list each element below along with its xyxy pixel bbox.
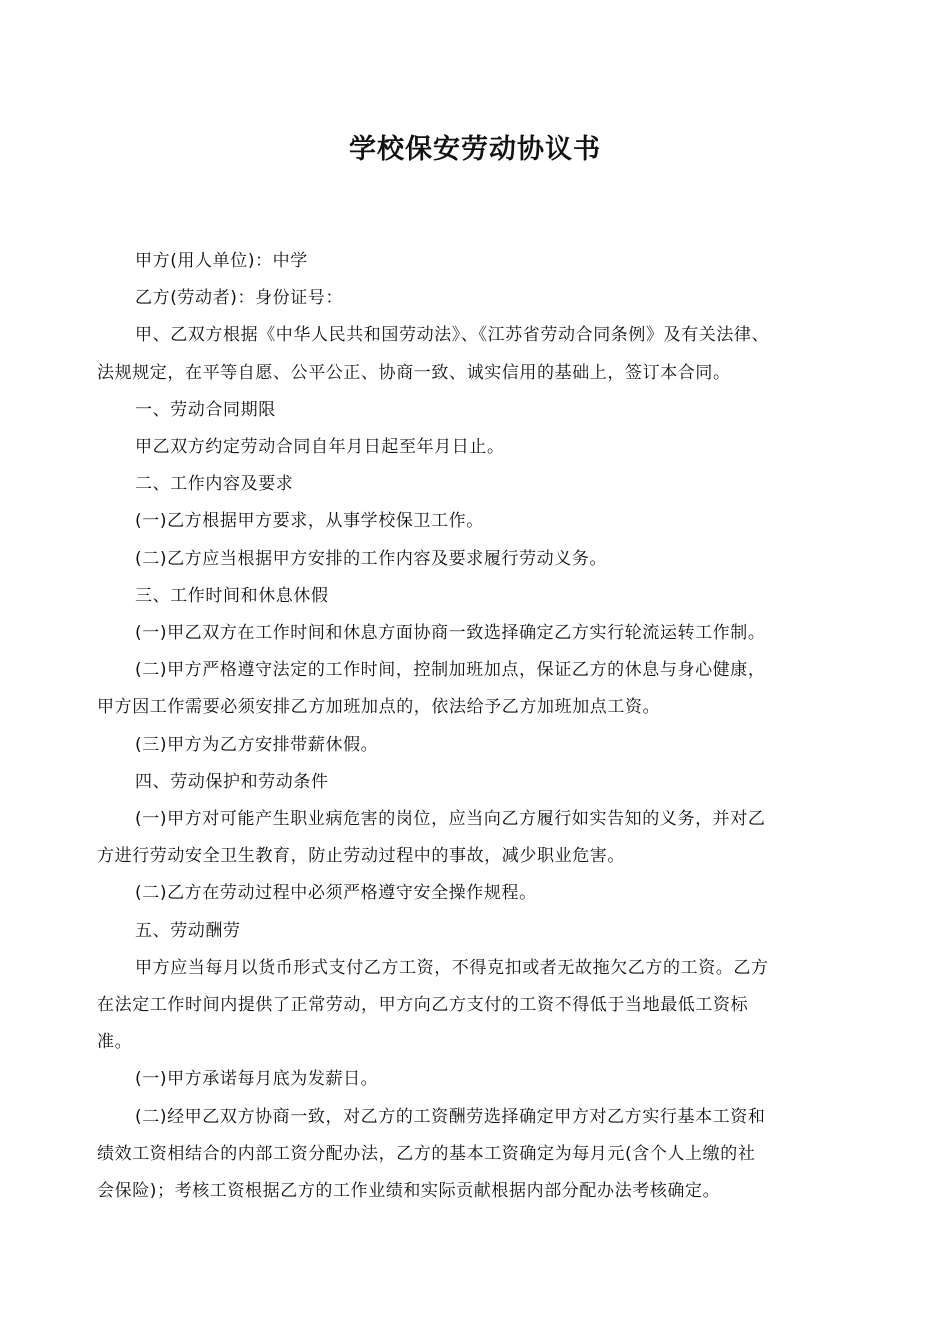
clause-4-2 [116, 875, 852, 912]
text-line: (三)甲方为乙方安排带薪休假。 [135, 734, 379, 755]
section-heading-1 [116, 392, 852, 429]
text-line: 二、工作内容及要求 [135, 474, 294, 495]
text-line: 五、劳动酬劳 [135, 920, 241, 941]
section-heading-3 [116, 578, 852, 615]
text-line: (二)乙方应当根据甲方安排的工作内容及要求履行劳动义务。 [135, 548, 608, 569]
text-line: (一)甲乙双方在工作时间和休息方面协商一致选择确定乙方实行轮流运转工作制。 [135, 623, 766, 644]
text-line: 会保险)；考核工资根据乙方的工作业绩和实际贡献根据内部分配办法考核确定。 [97, 1181, 721, 1202]
section-heading-2 [116, 466, 852, 503]
text-line: (二)乙方在劳动过程中必须严格遵守安全操作规程。 [135, 883, 537, 904]
section-heading-4 [116, 764, 852, 801]
paragraph-party-b [116, 280, 852, 317]
text-line: (二)甲方严格遵守法定的工作时间，控制加班加点，保证乙方的休息与身心健康， [135, 660, 766, 681]
text-line: 方进行劳动安全卫生教育，防止劳动过程中的事故，减少职业危害。 [97, 846, 625, 867]
text-line: 法规规定，在平等自愿、公平公正、协商一致、诚实信用的基础上，签订本合同。 [97, 362, 731, 383]
clause-3-2 [97, 652, 852, 726]
document-title: 学校保安劳动协议书 [349, 134, 601, 165]
text-line: 甲方(用人单位)：中学 [135, 251, 308, 271]
text-line: 一、劳动合同期限 [135, 399, 276, 420]
text-line: 三、工作时间和休息休假 [135, 585, 329, 606]
text-line: (一)甲方承诺每月底为发薪日。 [135, 1069, 379, 1090]
text-line: (一)甲方对可能产生职业病危害的岗位，应当向乙方履行如实告知的义务，并对乙 [135, 809, 766, 830]
paragraph-wages [97, 950, 852, 1062]
text-line: 甲、乙双方根据《中华人民共和国劳动法》、《江苏省劳动合同条例》及有关法律、 [135, 325, 770, 346]
clause-3-3 [116, 727, 852, 764]
text-line: 甲方因工作需要必须安排乙方加班加点的，依法给予乙方加班加点工资。 [97, 697, 661, 718]
clause-2-1 [116, 503, 852, 540]
document-body [97, 243, 852, 1210]
text-line: (二)经甲乙双方协商一致，对乙方的工资酬劳选择确定甲方对乙方实行基本工资和 [135, 1106, 766, 1127]
paragraph-party-a [116, 243, 852, 280]
paragraph-preamble [97, 317, 852, 391]
section-heading-5 [116, 913, 852, 950]
text-line: 甲方应当每月以货币形式支付乙方工资，不得克扣或者无故拖欠乙方的工资。乙方 [135, 957, 769, 978]
clause-3-1 [116, 615, 852, 652]
text-line: 在法定工作时间内提供了正常劳动，甲方向乙方支付的工资不得低于当地最低工资标 [97, 995, 749, 1016]
text-line: 四、劳动保护和劳动条件 [135, 771, 329, 792]
paragraph-term [116, 429, 852, 466]
clause-5-1 [116, 1061, 852, 1098]
text-line: 绩效工资相结合的内部工资分配办法，乙方的基本工资确定为每月元(含个人上缴的社 [97, 1143, 756, 1164]
text-line: (一)乙方根据甲方要求，从事学校保卫工作。 [135, 511, 484, 532]
text-line: 乙方(劳动者)：身份证号： [135, 288, 344, 309]
clause-2-2 [116, 541, 852, 578]
clause-4-1 [97, 801, 852, 875]
text-line: 甲乙双方约定劳动合同自年月日起至年月日止。 [135, 437, 505, 458]
clause-5-2 [97, 1099, 852, 1211]
text-line: 准。 [97, 1032, 133, 1053]
